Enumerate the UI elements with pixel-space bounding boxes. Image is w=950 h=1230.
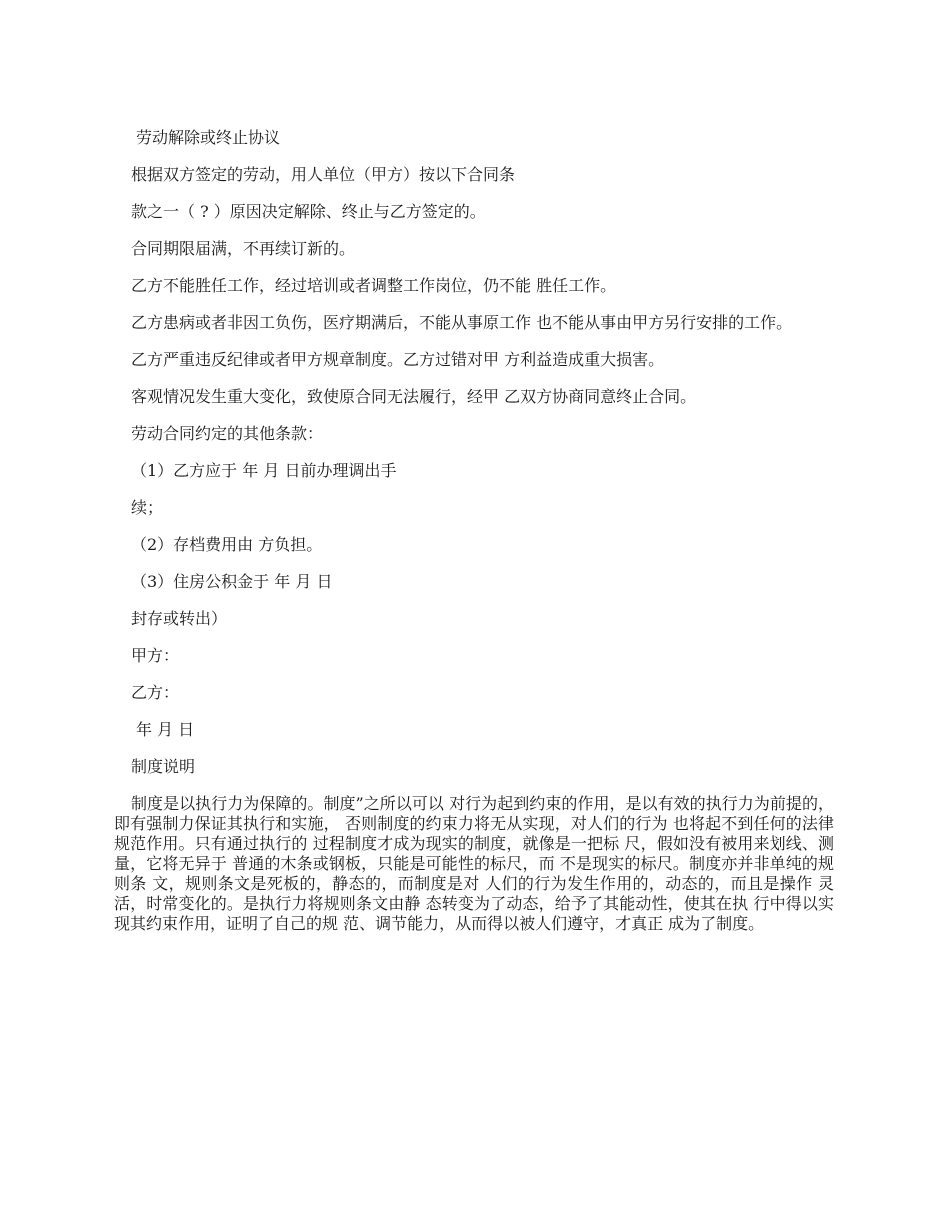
document-title: 劳动解除或终止协议 <box>136 128 281 147</box>
explanation-paragraph: 制度是以执行力为保障的。制度”之所以可以 对行为起到约束的作用，是以有效的执行力为前提的，即有强制力保证其执行和实施， 否则制度的约束力将无从实现，对人们的行为 也将起不到任何的法律规范作用。只有通过执行的 过程制度才成为现实的制度，就像是一把标 尺，假如没有被用来划线、测量，它将无异于 普通的木条或钢板，只能是可能性的标尺，而 不是现实的标尺。制度亦并非单纯的规则条 文，规则条文是死板的，静态的，而制度是对 人们的行为发生作用的，动态的，而且是操作 灵活，时常变化的。是执行力将规则条文由静 态转变为了动态，给予了其能动性，使其在执 行中得以实现其约束作用，证明了自己的规 范、调节能力，从而得以被人们遵守，才真正 成为了制度。 <box>114 794 834 933</box>
clause-2: （2）存档费用由 方负担。 <box>131 535 323 554</box>
clause-3-continued: 封存或转出） <box>131 609 228 628</box>
section-heading: 制度说明 <box>131 757 196 776</box>
signature-date: 年 月 日 <box>136 720 195 739</box>
clause-3: （3）住房公积金于 年 月 日 <box>131 572 333 591</box>
clause-1-continued: 续； <box>131 498 164 517</box>
paragraph-8: 劳动合同约定的其他条款： <box>131 424 324 443</box>
paragraph-4: 乙方不能胜任工作，经过培训或者调整工作岗位，仍不能 胜任工作。 <box>131 276 617 295</box>
paragraph-7: 客观情况发生重大变化，致使原合同无法履行，经甲 乙双方协商同意终止合同。 <box>131 387 697 406</box>
party-b-signature: 乙方： <box>131 683 180 702</box>
paragraph-5: 乙方患病或者非因工负伤，医疗期满后，不能从事原工作 也不能从事由甲方另行安排的工作。 <box>131 313 793 332</box>
paragraph-6: 乙方严重违反纪律或者甲方规章制度。乙方过错对甲 方利益造成重大损害。 <box>131 350 665 369</box>
clause-1: （1）乙方应于 年 月 日前办理调出手 <box>131 461 397 480</box>
paragraph-2: 款之一（ ? ）原因决定解除、终止与乙方签定的。 <box>131 202 486 221</box>
paragraph-3: 合同期限届满，不再续订新的。 <box>131 239 356 258</box>
party-a-signature: 甲方： <box>131 646 180 665</box>
document-page <box>114 128 834 934</box>
paragraph-1: 根据双方签定的劳动，用人单位（甲方）按以下合同条 <box>131 165 516 184</box>
